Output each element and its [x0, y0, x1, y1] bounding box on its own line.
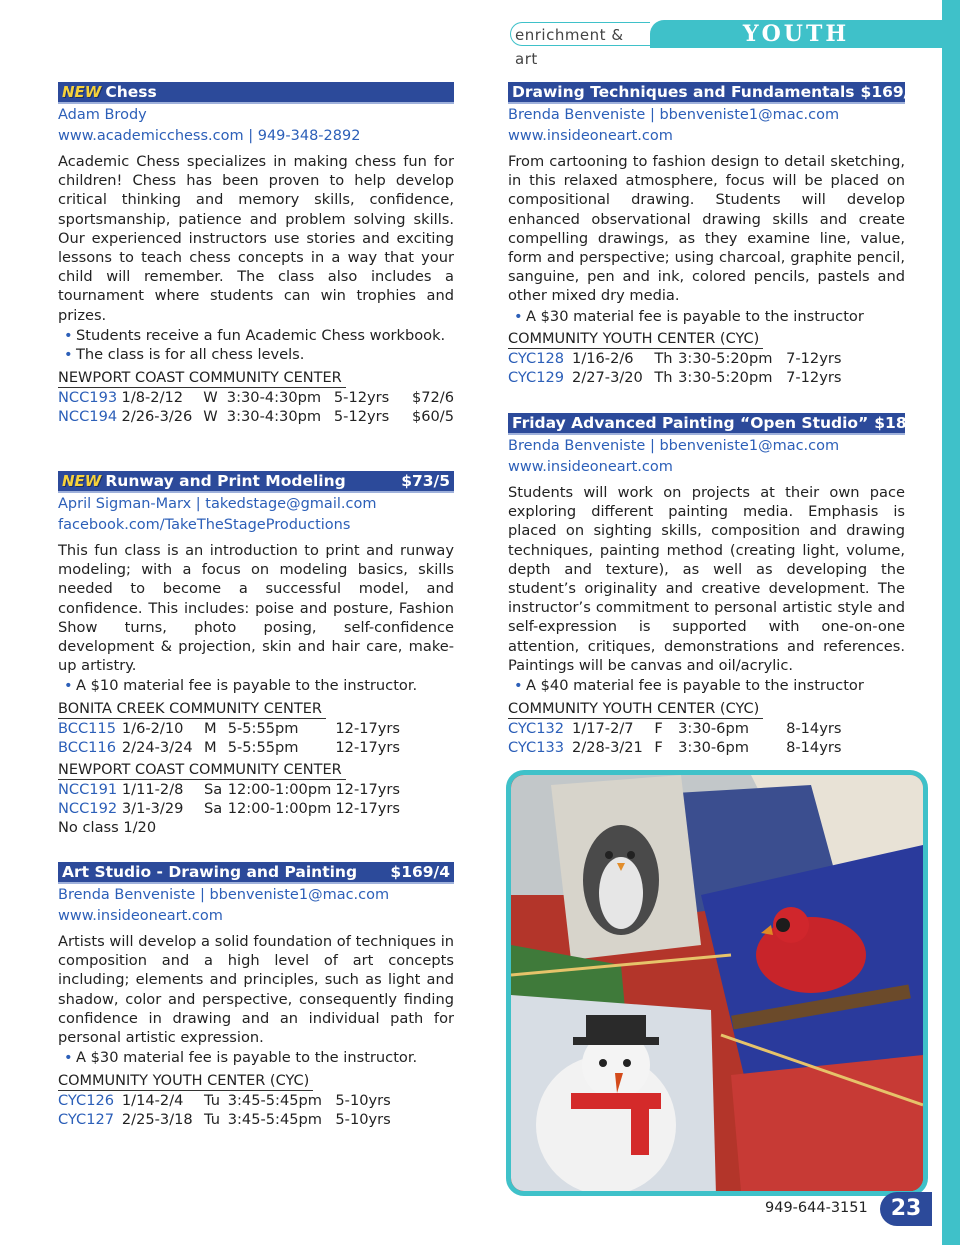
course-code: BCC116 [58, 739, 116, 757]
class-block [58, 862, 454, 1129]
course-dates: 1/6-2/10 [121, 719, 184, 737]
schedule-note: No class 1/20 [58, 819, 157, 837]
course-time: 3:30-6pm [678, 719, 749, 737]
course-dates: 1/16-2/6 [572, 350, 634, 368]
bullet-item [58, 1049, 454, 1067]
course-fee [865, 368, 905, 387]
class-block [58, 82, 454, 426]
course-code: CYC126 [58, 1091, 115, 1109]
course-fee [414, 738, 454, 757]
course-fee [414, 1110, 454, 1129]
course-fee [414, 719, 454, 738]
new-badge: NEW [62, 472, 102, 490]
course-fee [414, 780, 454, 799]
course-code: NCC194 [58, 408, 118, 426]
instructor-contact: Adam Brody [58, 107, 147, 123]
sidebar-strip [942, 0, 960, 1245]
course-ages: 12-17yrs [335, 719, 401, 737]
class-name: Drawing Techniques and Fundamentals [512, 83, 855, 101]
course-ages: 5-12yrs [333, 388, 390, 406]
artwork-photo-illustration [511, 775, 923, 1191]
course-code: CYC129 [508, 369, 565, 387]
course-ages: 5-10yrs [335, 1111, 391, 1129]
course-day: Sa [204, 780, 223, 798]
course-day: W [203, 408, 218, 426]
schedule-row [58, 1110, 454, 1129]
course-fee: $60/5 [411, 408, 454, 426]
course-time: 3:45-5:45pm [227, 1091, 323, 1109]
schedule-row [58, 719, 454, 738]
course-time: 12:00-1:00pm [227, 799, 332, 817]
instructor-contact: www.insideoneart.com [508, 459, 673, 475]
location-name: COMMUNITY YOUTH CENTER (CYC) [508, 700, 763, 719]
bullet-dot-icon: • [64, 346, 73, 364]
course-time: 3:30-6pm [678, 738, 749, 756]
course-day: M [204, 739, 217, 757]
category-label: enrichment & art [510, 22, 650, 46]
bullet-dot-icon: • [64, 677, 73, 695]
course-code: CYC132 [508, 719, 565, 737]
bullet-dot-icon: • [514, 307, 523, 325]
course-dates: 1/17-2/7 [572, 719, 634, 737]
class-description: Academic Chess specializes in making chess fun for children! Chess has been proven to help develop critical thinking and memory skills, confidence, sportsmanship, patience and problem solving skills. Our experienced instructors use stories and exciting lessons to teach chess concepts in a way that your child will remember. The class also includes a tournament where students can win trophies and prizes. [58, 153, 454, 324]
class-price: $189/4 [874, 414, 934, 432]
course-dates: 1/11-2/8 [121, 780, 184, 798]
class-name: Art Studio - Drawing and Painting [62, 863, 358, 881]
course-ages: 12-17yrs [335, 799, 401, 817]
course-code: CYC133 [508, 738, 565, 756]
location-section [58, 697, 454, 758]
location-name: NEWPORT COAST COMMUNITY CENTER [58, 369, 346, 388]
class-title-bar [58, 862, 454, 884]
bullet-item [58, 346, 454, 364]
course-dates: 2/26-3/26 [121, 408, 193, 426]
location-section [508, 327, 905, 388]
course-day: F [654, 738, 663, 756]
course-time: 12:00-1:00pm [227, 780, 332, 798]
location-name: COMMUNITY YOUTH CENTER (CYC) [58, 1072, 313, 1091]
schedule-row [508, 349, 905, 368]
schedule-row [508, 368, 905, 387]
schedule-table [58, 388, 454, 427]
course-time: 3:30-4:30pm [226, 408, 322, 426]
bullet-text: Students receive a fun Academic Chess workbook. [76, 326, 446, 344]
location-name: COMMUNITY YOUTH CENTER (CYC) [508, 330, 763, 349]
instructor-contact: www.academicchess.com | 949-348-2892 [58, 128, 361, 144]
schedule-row [58, 799, 454, 818]
course-dates: 1/14-2/4 [121, 1091, 184, 1109]
class-price: $169/4 [390, 863, 450, 881]
new-badge: NEW [62, 83, 102, 101]
section-title: YOUTH [650, 20, 942, 48]
bullet-dot-icon: • [64, 326, 73, 344]
instructor-contact: www.insideoneart.com [58, 908, 223, 924]
schedule-table [58, 719, 454, 758]
class-name: Friday Advanced Painting “Open Studio” [512, 414, 869, 432]
course-dates: 2/28-3/21 [572, 738, 643, 756]
class-block [508, 413, 934, 757]
location-name: NEWPORT COAST COMMUNITY CENTER [58, 761, 346, 780]
course-day: M [204, 719, 217, 737]
class-price: $73/5 [401, 472, 450, 490]
course-code: BCC115 [58, 719, 116, 737]
bullet-list [58, 1049, 454, 1067]
class-name: Runway and Print Modeling [105, 472, 346, 490]
course-dates: 3/1-3/29 [121, 799, 184, 817]
schedule-table [508, 719, 905, 758]
schedule-table [58, 1091, 454, 1130]
course-day: Th [654, 350, 673, 368]
course-time: 3:30-4:30pm [226, 388, 322, 406]
course-time: 3:45-5:45pm [227, 1111, 323, 1129]
course-dates: 2/24-3/24 [121, 739, 193, 757]
course-ages: 12-17yrs [335, 780, 401, 798]
course-ages: 8-14yrs [786, 738, 842, 756]
course-day: Th [654, 369, 673, 387]
location-section [58, 366, 454, 427]
bullet-list [508, 308, 905, 326]
class-title-bar [508, 413, 934, 435]
artwork-photo [506, 770, 928, 1196]
instructor-contact: Brenda Benveniste | bbenveniste1@mac.com [508, 438, 840, 454]
bullet-text: A $40 material fee is payable to the instructor [526, 677, 864, 695]
course-time: 3:30-5:20pm [678, 369, 773, 387]
course-day: W [203, 388, 218, 406]
schedule-table [58, 780, 454, 819]
course-time: 5-5:55pm [227, 739, 299, 757]
class-title-bar [58, 82, 454, 104]
bullet-list [58, 677, 454, 695]
schedule-row [58, 407, 454, 426]
course-code: NCC192 [58, 799, 118, 817]
course-code: CYC128 [508, 350, 565, 368]
class-price: $169/4 [860, 83, 921, 101]
bullet-item [58, 677, 454, 695]
schedule-table [508, 349, 905, 388]
course-fee [865, 719, 905, 738]
footer-phone: 949-644-3151 [765, 1200, 868, 1216]
course-fee [414, 799, 454, 818]
bullet-dot-icon: • [514, 677, 523, 695]
course-fee [865, 349, 905, 368]
instructor-contact: www.insideoneart.com [508, 128, 673, 144]
schedule-row [58, 738, 454, 757]
class-description: Artists will develop a solid foundation of techniques in composition and a high level of art concepts including; elements and principles, such as light and shadow, color and perspective, consequently finding confidence in drawing and an individual path for personal artistic expression. [58, 933, 454, 1047]
class-title-bar [508, 82, 921, 104]
course-time: 3:30-5:20pm [678, 350, 773, 368]
course-code: NCC191 [58, 780, 118, 798]
location-section [508, 697, 905, 758]
class-description: From cartooning to fashion design to detail sketching, in this relaxed atmosphere, focus will be placed on compositional drawing. Students will develop enhanced observational drawing skills and create compelling drawings, as they examine line, value, form and perspective; using charcoal, graphite pencil, sanguine, pen and ink, colored pencils, pastels and other mixed dry media. [508, 153, 905, 305]
course-dates: 2/25-3/18 [121, 1111, 193, 1129]
schedule-row [508, 719, 905, 738]
course-day: Tu [204, 1111, 220, 1129]
location-section [58, 758, 454, 838]
schedule-row [58, 780, 454, 799]
location-section [58, 1069, 454, 1130]
course-ages: 7-12yrs [786, 369, 842, 387]
course-fee: $72/6 [411, 388, 454, 406]
course-time: 5-5:55pm [227, 719, 299, 737]
course-ages: 12-17yrs [335, 739, 401, 757]
course-ages: 7-12yrs [786, 350, 842, 368]
course-day: Tu [204, 1091, 220, 1109]
course-ages: 5-10yrs [335, 1091, 391, 1109]
course-day: Sa [204, 799, 223, 817]
class-block [508, 82, 921, 388]
bullet-list [58, 327, 454, 364]
schedule-row [58, 388, 454, 407]
class-title-bar [58, 471, 454, 493]
instructor-contact: Brenda Benveniste | bbenveniste1@mac.com [58, 887, 390, 903]
course-dates: 2/27-3/20 [572, 369, 643, 387]
course-code: CYC127 [58, 1111, 115, 1129]
course-fee [865, 738, 905, 757]
schedule-row [58, 1091, 454, 1110]
bullet-item [58, 327, 454, 345]
bullet-text: A $10 material fee is payable to the instructor. [76, 677, 418, 695]
course-dates: 1/8-2/12 [121, 388, 184, 406]
course-day: F [654, 719, 663, 737]
location-name: BONITA CREEK COMMUNITY CENTER [58, 700, 326, 719]
class-name: Chess [105, 83, 157, 101]
class-block [58, 471, 454, 837]
class-description: This fun class is an introduction to print and runway modeling; with a focus on modeling basics, skills needed to become a successful model, and confidence. This includes: poise and posture, Fashion Show turns, photo posing, self-confidence development & projection, skin and hair care, make-up artistry. [58, 542, 454, 675]
bullet-text: The class is for all chess levels. [76, 346, 305, 364]
instructor-contact: Brenda Benveniste | bbenveniste1@mac.com [508, 107, 840, 123]
class-description: Students will work on projects at their own pace exploring different painting media. Emphasis is placed on sighting skills, composition and drawing techniques, painting method (creating light, volume, depth and texture), as well as developing the student’s originality and creative development. The instructor’s commitment to personal artistic style and self-expression is supported with one-on-one attention, critiques, demonstrations and references. Paintings will be canvas and oil/acrylic. [508, 484, 905, 674]
course-ages: 5-12yrs [333, 408, 390, 426]
page-number: 23 [880, 1192, 932, 1226]
instructor-contact: April Sigman-Marx | takedstage@gmail.com [58, 496, 377, 512]
bullet-item [508, 308, 905, 326]
instructor-contact: facebook.com/TakeTheStageProductions [58, 517, 351, 533]
bullet-item [508, 677, 905, 695]
schedule-row [508, 738, 905, 757]
bullet-text: A $30 material fee is payable to the instructor [526, 307, 864, 325]
course-code: NCC193 [58, 388, 118, 406]
bullet-list [508, 677, 905, 695]
bullet-dot-icon: • [64, 1049, 73, 1067]
bullet-text: A $30 material fee is payable to the instructor. [76, 1049, 418, 1067]
course-ages: 8-14yrs [786, 719, 842, 737]
course-fee [414, 1091, 454, 1110]
